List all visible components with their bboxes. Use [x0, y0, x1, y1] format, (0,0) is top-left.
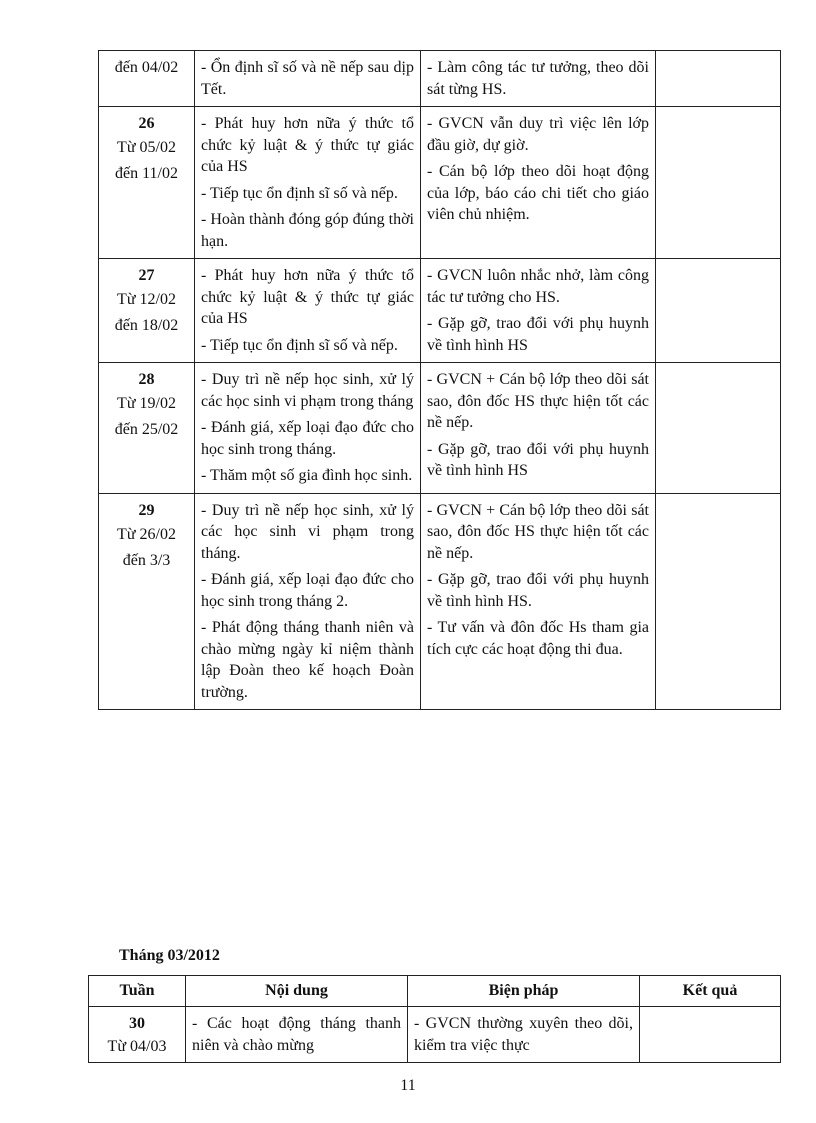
measure-item: - GVCN vẫn duy trì việc lên lớp đầu giờ, dự giờ.: [427, 115, 649, 154]
header-content: Nội dung: [186, 976, 408, 1007]
result-cell: [656, 259, 781, 363]
measures-cell: [408, 1007, 640, 1063]
result-cell: [656, 51, 781, 107]
measure-item: - Làm công tác tư tưởng, theo dõi sát từng HS.: [427, 59, 649, 98]
week-cell: [99, 493, 195, 710]
week-cell: [99, 107, 195, 259]
content-item: - Duy trì nề nếp học sinh, xử lý các học sinh vi phạm trong tháng.: [201, 501, 414, 562]
content-cell: [195, 259, 421, 363]
page-number: 11: [400, 1077, 416, 1094]
table-row: [99, 259, 781, 363]
week-number: 30: [129, 1015, 145, 1032]
table-row: [99, 107, 781, 259]
measures-cell: [421, 493, 656, 710]
week-date-start: Từ 05/02: [117, 139, 176, 156]
header-week: Tuần: [89, 976, 186, 1007]
content-item: - Phát huy hơn nữa ý thức tổ chức kỷ luật & ý thức tự giác của HS: [201, 267, 414, 327]
week-date-start: Từ 12/02: [117, 291, 176, 308]
week-number: 26: [138, 115, 155, 132]
week-number: 29: [138, 501, 155, 519]
march-plan-table: [88, 975, 781, 1063]
week-date-start: Từ 19/02: [117, 395, 176, 412]
content-item: - Hoàn thành đóng góp đúng thời hạn.: [201, 211, 414, 250]
measures-cell: [421, 51, 656, 107]
week-number: 27: [138, 267, 155, 284]
content-item: - Thăm một số gia đình học sinh.: [201, 467, 413, 484]
table-row: [89, 1007, 781, 1063]
week-date-end: đến 3/3: [122, 551, 171, 569]
content-cell: [195, 493, 421, 710]
content-cell: [195, 51, 421, 107]
table-row: [99, 493, 781, 710]
table-row: [99, 363, 781, 494]
measures-cell: [421, 107, 656, 259]
month-title: Tháng 03/2012: [119, 947, 220, 964]
measure-item: - GVCN thường xuyên theo dõi, kiểm tra việc thực: [414, 1015, 633, 1054]
week-date-start: Từ 04/03: [107, 1038, 167, 1055]
measures-cell: [421, 259, 656, 363]
week-date-end: đến 18/02: [114, 317, 179, 334]
result-cell: [656, 493, 781, 710]
measure-item: - GVCN luôn nhắc nhở, làm công tác tư tưởng cho HS.: [427, 267, 649, 306]
table-header-row: [89, 976, 781, 1007]
week-cell: [99, 51, 195, 107]
week-date-end: đến 11/02: [115, 165, 178, 182]
content-item: - Các hoạt động tháng thanh niên và chào mừng: [192, 1015, 401, 1054]
measure-item: - Gặp gỡ, trao đổi với phụ huynh về tình hình HS.: [427, 571, 649, 610]
week-cell: [99, 259, 195, 363]
week-cell: [99, 363, 195, 494]
measure-item: - Gặp gỡ, trao đổi với phụ huynh về tình hình HS: [427, 315, 649, 354]
content-item: - Phát động tháng thanh niên và chào mừng ngày kỉ niệm thành lập Đoàn theo kế hoạch Đoàn trường.: [201, 619, 414, 701]
result-cell: [656, 363, 781, 494]
week-cell: [89, 1007, 186, 1063]
measure-item: - Gặp gỡ, trao đổi với phụ huynh về tình hình HS: [427, 440, 649, 479]
result-cell: [640, 1007, 781, 1063]
measure-item: - Tư vấn và đôn đốc Hs tham gia tích cực các hoạt động thi đua.: [427, 619, 649, 658]
week-date-end: đến 25/02: [114, 421, 179, 438]
week-date-start: Từ 26/02: [117, 525, 176, 543]
content-cell: [186, 1007, 408, 1063]
content-item: - Tiếp tục ổn định sĩ số và nếp.: [201, 336, 398, 354]
content-cell: [195, 107, 421, 259]
february-plan-table: [98, 50, 781, 710]
content-item: - Phát huy hơn nữa ý thức tổ chức kỷ luật & ý thức tự giác của HS: [201, 115, 414, 175]
measure-item: - GVCN + Cán bộ lớp theo dõi sát sao, đôn đốc HS thực hiện tốt các nề nếp.: [427, 371, 649, 431]
table-row: [99, 51, 781, 107]
content-item: - Đánh giá, xếp loại đạo đức cho học sinh trong tháng.: [201, 419, 414, 458]
measure-item: - Cán bộ lớp theo dõi hoạt động của lớp, báo cáo chi tiết cho giáo viên chủ nhiệm.: [427, 163, 649, 223]
content-item: - Duy trì nề nếp học sinh, xử lý các học sinh vi phạm trong tháng: [201, 371, 414, 410]
content-item: - Tiếp tục ổn định sĩ số và nếp.: [201, 184, 398, 202]
week-number: 28: [138, 371, 155, 388]
measure-item: - GVCN + Cán bộ lớp theo dõi sát sao, đôn đốc HS thực hiện tốt các nề nếp.: [427, 501, 649, 562]
result-cell: [656, 107, 781, 259]
header-measures: Biện pháp: [408, 976, 640, 1007]
content-item: - Đánh giá, xếp loại đạo đức cho học sinh trong tháng 2.: [201, 571, 414, 610]
content-item: - Ổn định sĩ số và nề nếp sau dịp Tết.: [201, 59, 414, 98]
header-result: Kết quả: [640, 976, 781, 1007]
content-cell: [195, 363, 421, 494]
measures-cell: [421, 363, 656, 494]
week-date-end: đến 04/02: [114, 59, 179, 76]
